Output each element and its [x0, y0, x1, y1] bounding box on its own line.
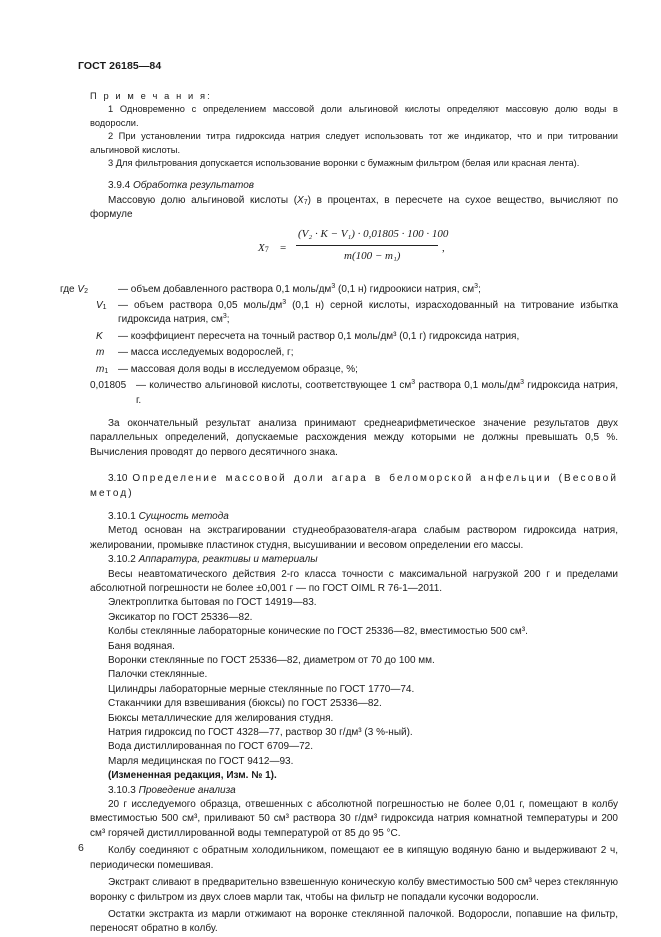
definition-symbol: 0,01805 [90, 380, 127, 392]
text-c: гидроксида натрия, г. [136, 380, 618, 406]
section-3-10-heading [90, 472, 618, 501]
section-3-10-2-heading [90, 553, 618, 567]
superscript: 3 [411, 379, 416, 387]
section-title: Определение массовой доли агара в беломорской анфельции (Весовой метод) [90, 473, 619, 499]
intro-text-b: ) в процентах, в пересчете на сухое вещество, вычисляют по формуле [90, 194, 619, 221]
superscript-2: 3 [474, 282, 479, 290]
symbol-subscript: 1 [102, 304, 107, 312]
page-number: 6 [78, 842, 84, 854]
formula-intro [90, 194, 618, 223]
notes-block [90, 90, 618, 170]
definition-coefficient [90, 379, 618, 408]
definition-symbol: m [96, 347, 105, 359]
definition-symbol [96, 299, 118, 328]
symbol-subscript: 2 [84, 287, 88, 295]
formula-denominator: m(100 − m₁) [344, 249, 401, 262]
formula-lhs-symbol: X [258, 241, 265, 254]
intro-text-a: Массовую долю альгиновой кислоты ( [108, 194, 298, 206]
symbol-letter: V [77, 283, 85, 295]
section-title: Проведение анализа [138, 784, 236, 796]
superscript-2: 3 [520, 379, 525, 387]
equipment-item: Натрия гидроксид по ГОСТ 4328—77, раствор 30 г/дм³ (3 %-ный). [108, 727, 413, 739]
procedure-paragraph: 20 г исследуемого образца, отвешенных с абсолютной погрешностью не более 0,01 г, помещают в колбу вместимостью 500 см³, приливают 50 см³ раствора 30 г/дм³ гидроксида натрия комнатной температуры и 200 см³ горячей дистиллированной воды температурой от 85 до 95 °С. [90, 799, 618, 839]
text-b: (0,1 н) серной кислоты, израсходованный на титрование избытка гидроксида натрия, см [118, 300, 619, 326]
where-word: где [60, 283, 75, 295]
text-a: — объем добавленного раствора 0,1 моль/дм [118, 283, 332, 295]
equipment-item: Марля медицинская по ГОСТ 9412—93. [108, 755, 294, 767]
equipment-item: Воронки стеклянные по ГОСТ 25336—82, диаметром от 70 до 100 мм. [108, 655, 435, 666]
section-number: 3.9.4 [108, 180, 131, 192]
formula-lhs-subscript: 7 [264, 244, 269, 254]
equipment-item: Бюксы металлические для желирования студня. [108, 712, 334, 724]
superscript: 3 [282, 299, 287, 307]
definition-symbol [96, 363, 118, 377]
section-title: Обработка результатов [133, 180, 255, 192]
symbol-letter: V [96, 300, 103, 312]
definition-k [96, 330, 618, 344]
definition-symbol: K [96, 330, 103, 342]
symbol-subscript: 1 [104, 367, 109, 375]
section-number: 3.10.2 [108, 554, 136, 566]
equipment-item: Баня водяная. [108, 640, 175, 652]
section-3-10-1-heading [90, 510, 618, 524]
text-b: (0,1 н) гидроокиси натрия, см [335, 283, 475, 295]
definition-symbol [60, 283, 118, 297]
text-a: — количество альгиновой кислоты, соответствующее 1 см [136, 380, 412, 392]
section-number: 3.10.1 [108, 510, 136, 522]
text-b: раствора 0,1 моль/дм [415, 380, 521, 392]
section-title: Сущность метода [138, 510, 229, 522]
superscript: 3 [331, 282, 336, 290]
notes-heading: П р и м е ч а н и я: [90, 91, 212, 101]
formula-lhs [258, 241, 269, 255]
equipment-item: Колбы стеклянные лабораторные конические по ГОСТ 25336—82, вместимостью 500 см³. [108, 626, 528, 638]
note-2: 2 При установлении титра гидроксида натрия следует использовать тот же индикатор, что и при титровании альгиновой кислоты. [90, 131, 618, 155]
definition-text: — массовая доля воды в исследуемом образце, %; [118, 363, 358, 375]
definitions-list [60, 282, 619, 408]
equipment-item: Вода дистиллированная по ГОСТ 6709—72. [108, 741, 314, 753]
definition-m1 [96, 363, 618, 377]
equipment-item: Электроплитка бытовая по ГОСТ 14919—83. [108, 597, 317, 609]
result-paragraph: За окончательный результат анализа принимают среднеарифметическое значение результатов двух параллельных определений, допускаемые расхождения между которыми не должны превышать 0,5 %. Вычисления проводят до первого десятичного знака. [90, 417, 618, 458]
definition-v2 [60, 283, 618, 297]
section-title: Аппаратура, реактивы и материалы [138, 554, 318, 566]
definition-text [118, 283, 618, 297]
equipment-item: Эксикатор по ГОСТ 25336—82. [108, 611, 253, 623]
symbol-letter: m [96, 363, 105, 375]
text-c: ; [226, 314, 230, 326]
text-a: — объем раствора 0,05 моль/дм [118, 300, 283, 312]
equipment-item: Весы неавтоматического действия 2-го класса точности с максимальной нагрузкой 200 г и пределами абсолютной погрешности не более ±0,001 г — по ГОСТ OIML R 76-1—2011. [90, 568, 618, 594]
formula-comma: , [442, 241, 445, 254]
page-content [60, 90, 619, 937]
definition-text [118, 299, 618, 328]
formula-equals: = [280, 241, 287, 254]
fraction-bar [296, 245, 438, 246]
procedure-paragraph: Экстракт сливают в предварительно взвешенную коническую колбу вместимостью 500 см³ через стеклянную воронку с фильтром из двух слоев марли так, чтобы на фильтр не попадали кусочки водоросли. [90, 877, 619, 903]
definition-m [96, 346, 618, 360]
definition-text: — масса исследуемых водорослей, г; [118, 347, 294, 359]
equipment-item: Стаканчики для взвешивания (бюксы) по ГОСТ 25336—82. [108, 698, 382, 710]
definition-text: — коэффициент пересчета на точный раствор 0,1 моль/дм³ (0,1 г) гидроксида натрия, [118, 330, 520, 342]
formula-numerator: (V₂ · K − V₁) · 0,01805 · 100 · 100 [298, 227, 449, 240]
intro-symbol: X [297, 194, 304, 206]
section-number: 3.10.3 [108, 784, 136, 796]
formula [90, 225, 618, 281]
equipment-list [90, 568, 618, 784]
section-3-9-4-heading [90, 179, 618, 193]
section-number: 3.10 [108, 473, 128, 485]
procedure-paragraph: Остатки экстракта из марли отжимают на воронке стеклянной палочкой. Водоросли, попавшие на фильтр, переносят обратно в колбу. [90, 908, 618, 935]
amendment-note: (Измененная редакция, Изм. № 1). [108, 770, 277, 782]
section-3-10-3-heading [90, 784, 618, 798]
document-code: ГОСТ 26185—84 [78, 60, 162, 72]
equipment-item: Цилиндры лабораторные мерные стеклянные по ГОСТ 1770—74. [108, 683, 415, 695]
section-3-10-1-text: Метод основан на экстрагировании студнеобразователя-агара слабым раствором гидроксида натрия, желировании, промывке пластинок студня, высушивании и весовом определении его массы. [90, 525, 618, 551]
intro-subscript: 7 [303, 198, 308, 206]
note-3: 3 Для фильтрования допускается использование воронки с бумажным фильтром (белая или красная лента). [108, 158, 580, 169]
equipment-item: Палочки стеклянные. [108, 669, 208, 681]
text-c: ; [478, 283, 481, 295]
definition-v1 [96, 299, 618, 328]
superscript-2: 3 [222, 313, 227, 321]
definition-text [136, 379, 618, 408]
note-1: 1 Одновременно с определением массовой доли альгиновой кислоты определяют массовую долю воды в водоросли. [90, 104, 618, 128]
procedure-paragraph: Колбу соединяют с обратным холодильником, помещают ее в кипящую водяную баню и выдерживают 2 ч, периодически помешивая. [90, 845, 618, 871]
